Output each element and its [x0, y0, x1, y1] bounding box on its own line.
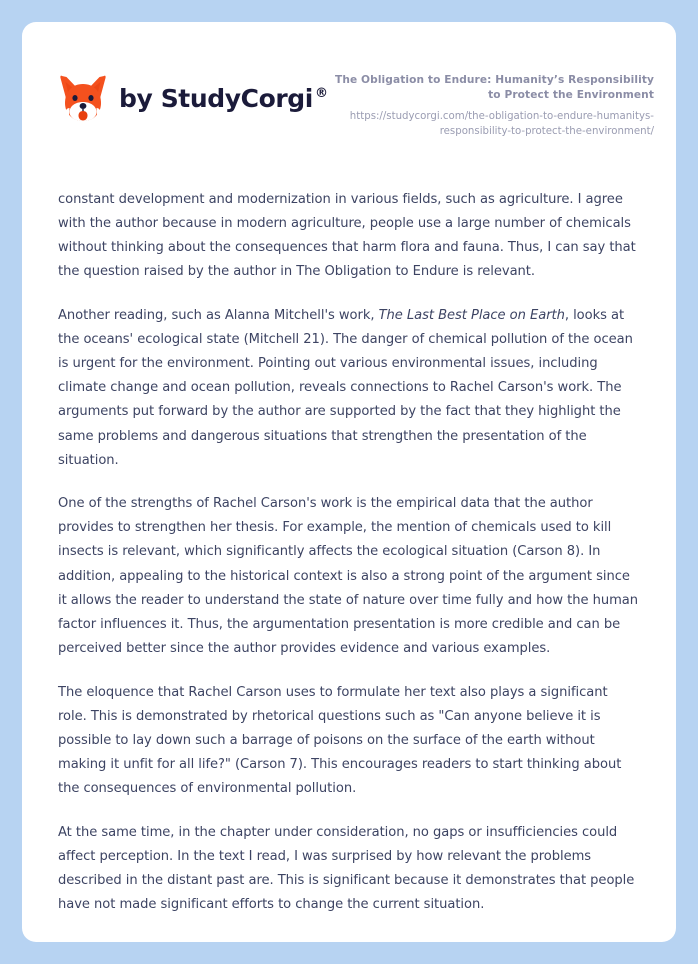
brand-wordmark — [119, 83, 328, 113]
paragraph-1: constant development and modernization in various fields, such as agriculture. I agree with the author because in modern agriculture, people use a large number of chemicals without thinking about the consequences that harm flora and fauna. Thus, I can say that the question raised by the author in The Obligation to Endure is relevant. — [58, 191, 636, 280]
paragraph-2: Another reading, such as Alanna Mitchell's work, The Last Best Place on Earth, looks at the oceans' ecological state (Mitchell 21). The danger of chemical pollution of the ocean is urgent for the environment. Pointing out various environmental issues, including climate change and ocean pollution, reveals connections to Rachel Carson's work. The arguments put forward by the author are supported by the fact that they highlight the same problems and dangerous situations that strengthen the presentation of the situation. — [58, 307, 633, 468]
paragraph-3: One of the strengths of Rachel Carson's work is the empirical data that the author provides to strengthen her thesis. For example, the mention of chemicals used to kill insects is relevant, which significantly affects the ecological situation (Carson 8). In addition, appealing to the historical context is also a strong point of the argument since it allows the reader to understand the state of nature over time fully and how the human factor influences it. Thus, the argumentation presentation is more credible and can be perceived better since the author provides evidence and various examples. — [58, 496, 639, 657]
corgi-face-logo-icon — [58, 72, 108, 124]
cited-work-title: The Last Best Place on Earth — [378, 307, 565, 323]
paragraph-4: The eloquence that Rachel Carson uses to formulate her text also plays a significant role. This is demonstrated by rhetorical questions such as "Can anyone believe it is possible to lay down such a barrage of poisons on the surface of the earth without making it unfit for all life?" (Carson 7). This encourages readers to start thinking about the consequences of environmental pollution. — [58, 684, 622, 797]
registered-trademark-icon: ® — [314, 86, 328, 102]
document-title: The Obligation to Endure: Humanity’s Responsibility to Protect the Environment — [335, 74, 654, 102]
page-header — [22, 22, 676, 140]
brand-wordmark-text: by StudyCorgi — [119, 83, 313, 113]
paragraph-5: At the same time, in the chapter under consideration, no gaps or insufficiencies could affect perception. In the text I read, I was surprised by how relevant the problems described in the distant past are. This is significant because it demonstrates that people have not made significant efforts to change the current situation. — [58, 824, 635, 913]
document-body — [22, 188, 676, 918]
brand-logo[interactable] — [58, 68, 328, 124]
document-page — [22, 22, 676, 942]
document-meta — [328, 68, 654, 140]
document-source-url[interactable]: https://studycorgi.com/the-obligation-to-endure-humanitys-responsibility-to-protect-the-environment/ — [349, 111, 654, 137]
